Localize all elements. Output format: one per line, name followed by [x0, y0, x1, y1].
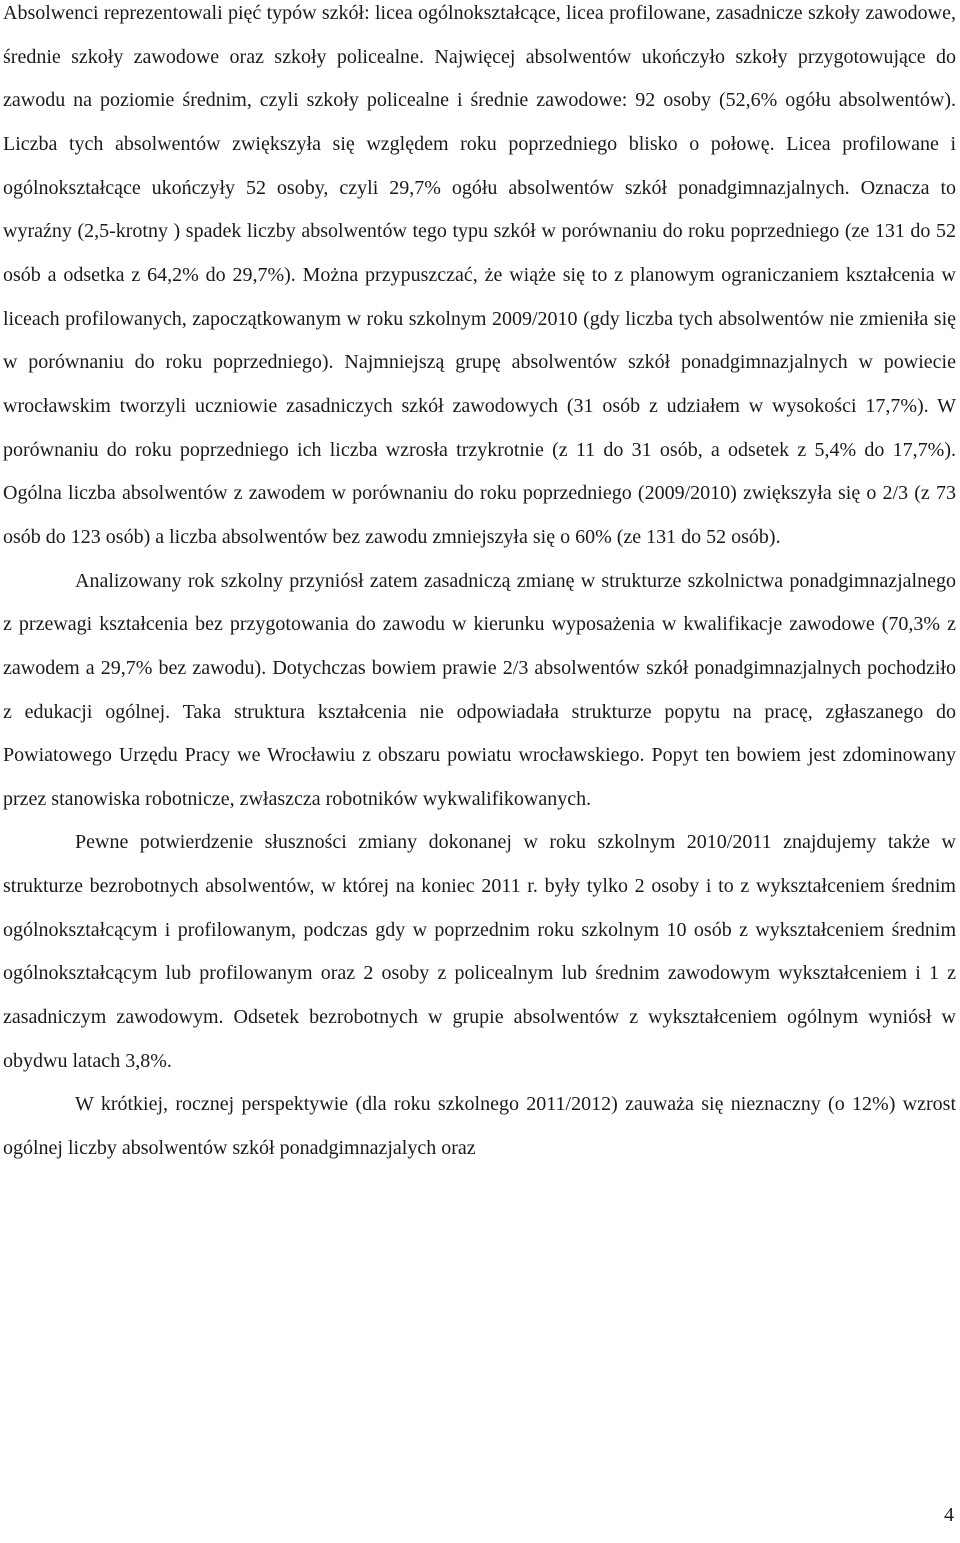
paragraph-short-term-outlook: W krótkiej, rocznej perspektywie (dla roku szkolnego 2011/2012) zauważa się nieznaczny (o 12%) wzrost ogólnej liczby absolwentów szkół ponadgimnazjalych oraz [3, 1093, 956, 1160]
paragraph-structural-change: Analizowany rok szkolny przyniósł zatem zasadniczą zmianę w strukturze szkolnictwa ponadgimnazjalnego z przewagi kształcenia bez przygotowania do zawodu w kierunku wyposażenia w kwalifikacje zawodowe (70,3% z zawodem a 29,7% bez zawodu). Dotychczas bowiem prawie 2/3 absolwentów szkół ponadgimnazjalnych pochodziło z edukacji ogólnej. Taka struktura kształcenia nie odpowiadała strukturze popytu na pracę, zgłaszanego do Powiatowego Urzędu Pracy we Wrocławiu z obszaru powiatu wrocławskiego. Popyt ten bowiem jest zdominowany przez stanowiska robotnicze, zwłaszcza robotników wykwalifikowanych. [3, 569, 956, 810]
paragraph-graduate-school-types: Absolwenci reprezentowali pięć typów szkół: licea ogólnokształcące, licea profilowane, zasadnicze szkoły zawodowe, średnie szkoły zawodowe oraz szkoły policealne. Najwięcej absolwentów ukończyło szkoły przygotowujące do zawodu na poziomie średnim, czyli szkoły policealne i średnie zawodowe: 92 osoby (52,6% ogółu absolwentów). Liczba tych absolwentów zwiększyła się względem roku poprzedniego blisko o połowę. Licea profilowane i ogólnokształcące ukończyły 52 osoby, czyli 29,7% ogółu absolwentów szkół ponadgimnazjalnych. Oznacza to wyraźny (2,5-krotny ) spadek liczby absolwentów tego typu szkół w porównaniu do roku poprzedniego (ze 131 do 52 osób a odsetka z 64,2% do 29,7%). Można przypuszczać, że wiąże się to z planowym ograniczaniem kształcenia w liceach profilowanych, zapoczątkowanym w roku szkolnym 2009/2010 (gdy liczba tych absolwentów nie zmieniła się w porównaniu do roku poprzedniego). Najmniejszą grupę absolwentów szkół ponadgimnazjalnych w powiecie wrocławskim tworzyli uczniowie zasadniczych szkół zawodowych (31 osób z udziałem w wysokości 17,7%). W porównaniu do roku poprzedniego ich liczba wzrosła trzykrotnie (z 11 do 31 osób, a odsetek z 5,4% do 17,7%). Ogólna liczba absolwentów z zawodem w porównaniu do roku poprzedniego (2009/2010) zwiększyła się o 2/3 (z 73 osób do 123 osób) a liczba absolwentów bez zawodu zmniejszyła się o 60% (ze 131 do 52 osób). [3, 2, 956, 548]
paragraph-unemployed-graduates: Pewne potwierdzenie słuszności zmiany dokonanej w roku szkolnym 2010/2011 znajdujemy także w strukturze bezrobotnych absolwentów, w której na koniec 2011 r. były tylko 2 osoby i to z wykształceniem średnim ogólnokształcącym i profilowanym, podczas gdy w poprzednim roku szkolnym 10 osób z wykształceniem średnim ogólnokształcącym lub profilowanym oraz 2 osoby z policealnym lub średnim zawodowym wykształceniem i 1 z zasadniczym zawodowym. Odsetek bezrobotnych w grupie absolwentów z wykształceniem ogólnym wyniósł w obydwu latach 3,8%. [3, 831, 956, 1072]
page-number: 4 [944, 1504, 954, 1526]
document-body [3, 0, 956, 1171]
